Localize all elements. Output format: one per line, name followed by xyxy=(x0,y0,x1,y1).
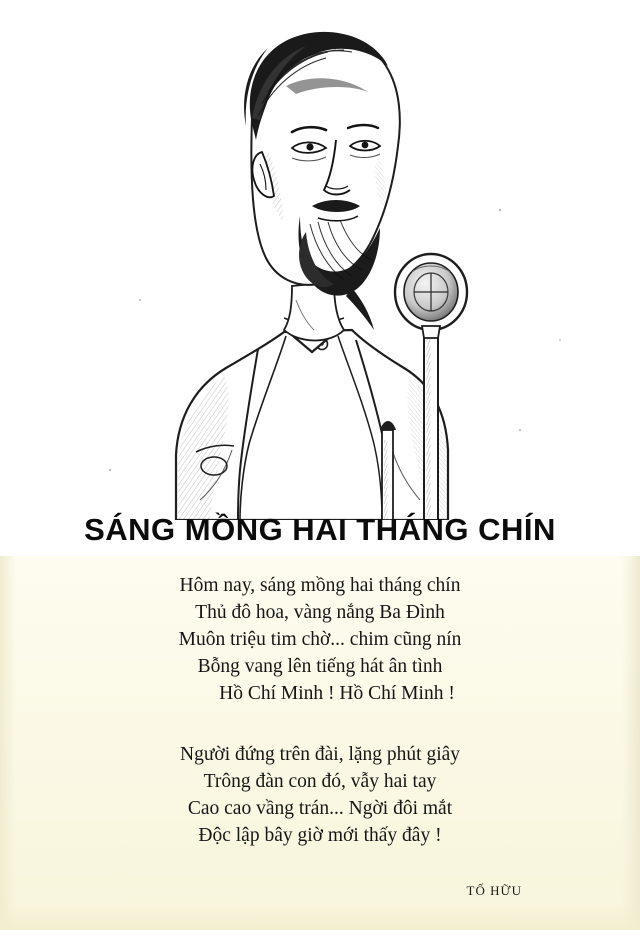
poem-line: Người đứng trên đài, lặng phút giây xyxy=(179,744,461,765)
figure-jacket xyxy=(176,318,448,520)
poem-line: Bỗng vang lên tiếng hát ân tình xyxy=(197,656,443,677)
poem-author: TỐ HỮU xyxy=(466,883,522,898)
poem-line: Muôn triệu tim chờ... chim cũng nín xyxy=(178,629,462,650)
poem-line: Cao cao vầng trán... Ngời đôi mắt xyxy=(187,798,453,819)
page-title: SÁNG MỒNG HAI THÁNG CHÍN xyxy=(84,512,556,547)
poem-line: Hồ Chí Minh ! Hồ Chí Minh ! xyxy=(219,683,455,704)
poem-line: Trông đàn con đó, vẫy hai tay xyxy=(203,771,437,792)
paper-edge-bottom xyxy=(0,904,640,930)
figure-head xyxy=(244,32,400,330)
stanza-2 xyxy=(0,741,640,849)
stanza-1 xyxy=(0,572,640,707)
poem-line: Thủ đô hoa, vàng nắng Ba Đình xyxy=(195,602,445,623)
poem-line: Hôm nay, sáng mồng hai tháng chín xyxy=(179,575,461,596)
poem-body xyxy=(0,572,640,849)
poem-line: Độc lập bây giờ mới thấy đây ! xyxy=(198,825,442,846)
